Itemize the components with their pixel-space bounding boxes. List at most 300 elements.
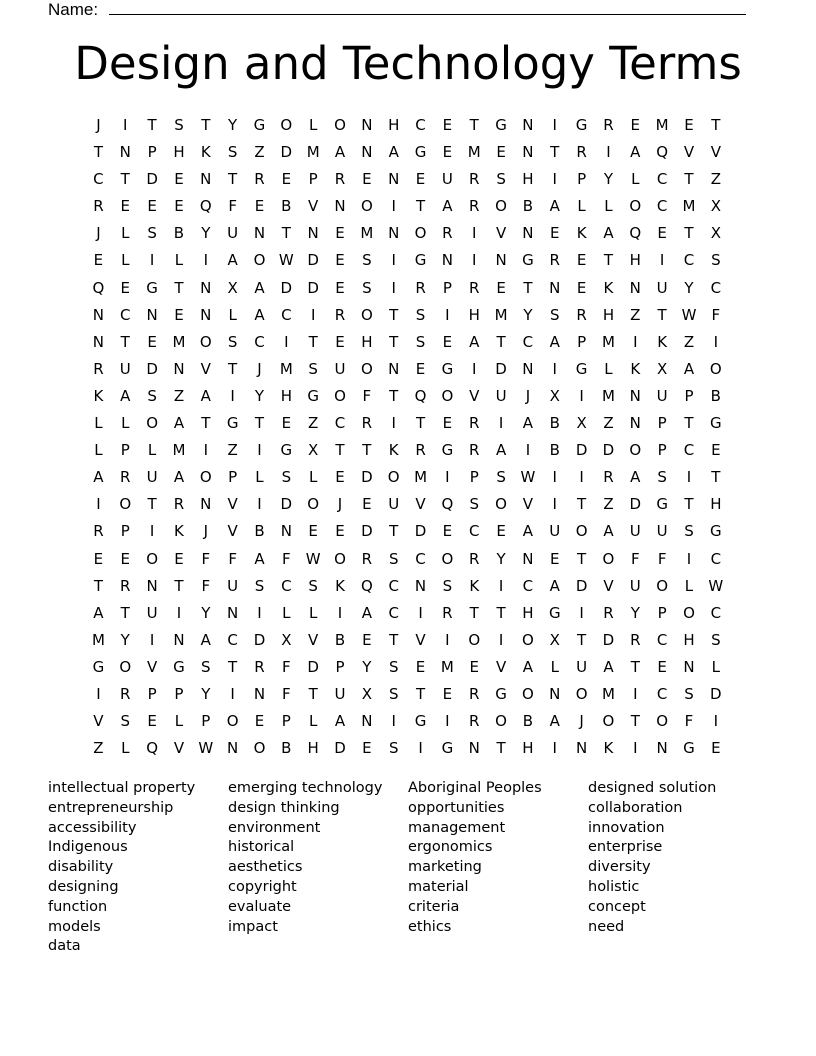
grid-letter: V bbox=[710, 143, 721, 162]
grid-letter: A bbox=[254, 305, 265, 324]
grid-letter: R bbox=[469, 414, 480, 433]
grid-letter: G bbox=[253, 116, 266, 134]
word-list-item: design thinking bbox=[228, 799, 340, 816]
grid-letter: O bbox=[307, 495, 320, 514]
grid-letter: B bbox=[522, 197, 534, 216]
grid-letter: Y bbox=[630, 603, 640, 622]
grid-letter: X bbox=[549, 386, 560, 405]
grid-letter: Z bbox=[710, 170, 721, 189]
grid-letter: M bbox=[172, 441, 186, 460]
grid-letter: K bbox=[576, 224, 587, 243]
grid-letter: O bbox=[495, 712, 507, 731]
grid-letter: R bbox=[469, 197, 480, 216]
grid-letter: E bbox=[147, 712, 157, 731]
grid-letter: I bbox=[552, 170, 557, 189]
grid-letter: N bbox=[388, 224, 400, 243]
grid-letter: C bbox=[468, 522, 480, 541]
grid-letter: A bbox=[522, 657, 534, 676]
grid-letter: G bbox=[441, 739, 454, 758]
grid-letter: V bbox=[308, 197, 319, 216]
grid-letter: C bbox=[522, 332, 534, 351]
grid-letter: E bbox=[576, 251, 587, 270]
grid-letter: V bbox=[227, 522, 238, 541]
grid-letter: E bbox=[254, 712, 265, 731]
grid-letter: T bbox=[308, 332, 318, 351]
grid-letter: U bbox=[227, 224, 239, 243]
grid-letter: M bbox=[172, 332, 186, 351]
grid-letter: R bbox=[603, 116, 614, 134]
grid-letter: L bbox=[147, 441, 157, 460]
grid-letter: T bbox=[684, 224, 694, 243]
grid-letter: I bbox=[337, 603, 343, 622]
grid-letter: Z bbox=[683, 332, 695, 351]
grid-letter: O bbox=[575, 522, 588, 541]
grid-letter: N bbox=[146, 576, 158, 595]
grid-letter: P bbox=[308, 170, 318, 189]
grid-letter: K bbox=[603, 278, 614, 297]
grid-letter: O bbox=[226, 712, 239, 731]
grid-letter: I bbox=[498, 576, 504, 595]
grid-letter: A bbox=[388, 143, 399, 162]
grid-letter: K bbox=[630, 359, 641, 378]
word-list-item: concept bbox=[588, 898, 646, 915]
grid-letter: E bbox=[147, 197, 157, 216]
grid-letter: T bbox=[389, 630, 399, 649]
grid-letter: N bbox=[200, 278, 212, 297]
name-underline bbox=[109, 0, 746, 15]
grid-letter: R bbox=[334, 305, 346, 324]
grid-letter: N bbox=[253, 684, 266, 703]
grid-letter: W bbox=[198, 739, 214, 758]
word-list-item: designing bbox=[48, 878, 119, 895]
grid-letter: E bbox=[469, 657, 479, 676]
grid-letter: T bbox=[657, 305, 667, 324]
word-list-item: entrepreneurship bbox=[48, 799, 174, 816]
grid-letter: I bbox=[203, 251, 209, 270]
grid-letter: M bbox=[360, 224, 374, 243]
grid-letter: D bbox=[280, 143, 293, 162]
grid-letter: C bbox=[281, 576, 292, 595]
grid-letter: U bbox=[656, 386, 668, 405]
grid-letter: N bbox=[92, 305, 105, 324]
grid-letter: B bbox=[254, 522, 265, 541]
grid-letter: E bbox=[362, 739, 372, 758]
grid-letter: T bbox=[415, 197, 426, 216]
grid-letter: O bbox=[199, 332, 212, 351]
grid-letter: I bbox=[203, 441, 209, 460]
grid-letter: U bbox=[495, 386, 507, 405]
grid-letter: A bbox=[683, 359, 695, 378]
grid-letter: E bbox=[308, 522, 318, 541]
grid-letter: N bbox=[119, 143, 131, 162]
grid-letter: T bbox=[228, 359, 238, 378]
grid-letter: I bbox=[579, 603, 584, 622]
grid-letter: I bbox=[176, 603, 182, 622]
grid-letter: T bbox=[711, 468, 721, 487]
grid-letter: L bbox=[174, 251, 184, 270]
name-field bbox=[48, 0, 746, 20]
grid-letter: L bbox=[255, 468, 264, 487]
grid-letter: E bbox=[442, 143, 453, 162]
grid-letter: T bbox=[281, 224, 291, 243]
grid-letter: Y bbox=[496, 549, 506, 568]
word-list bbox=[48, 779, 768, 957]
grid-letter: N bbox=[280, 522, 292, 541]
grid-letter: R bbox=[630, 630, 641, 649]
grid-letter: L bbox=[308, 712, 318, 731]
grid-letter: R bbox=[254, 170, 265, 189]
grid-letter: O bbox=[495, 197, 507, 216]
grid-letter: G bbox=[710, 522, 722, 541]
grid-letter: E bbox=[496, 522, 506, 541]
grid-letter: H bbox=[710, 495, 722, 514]
grid-letter: D bbox=[575, 441, 588, 460]
grid-letter: E bbox=[120, 278, 130, 297]
grid-letter: E bbox=[496, 143, 506, 162]
grid-letter: I bbox=[149, 251, 155, 270]
grid-letter: G bbox=[414, 251, 427, 270]
grid-letter: I bbox=[552, 359, 557, 378]
grid-letter: O bbox=[199, 468, 212, 487]
grid-letter: Y bbox=[523, 305, 533, 324]
word-list-item: impact bbox=[228, 918, 278, 935]
word-list-item: copyright bbox=[228, 878, 297, 895]
grid-letter: Q bbox=[629, 224, 642, 243]
grid-letter: D bbox=[334, 739, 346, 758]
word-list-item: ergonomics bbox=[408, 839, 493, 856]
grid-letter: N bbox=[522, 116, 534, 134]
grid-letter: I bbox=[552, 495, 557, 514]
grid-letter: R bbox=[415, 278, 426, 297]
grid-letter: O bbox=[441, 549, 454, 568]
word-list-item: need bbox=[588, 918, 625, 935]
grid-letter: R bbox=[549, 251, 560, 270]
grid-letter: X bbox=[549, 630, 560, 649]
grid-letter: I bbox=[713, 332, 719, 351]
grid-letter: C bbox=[656, 684, 668, 703]
grid-letter: I bbox=[552, 116, 557, 134]
grid-letter: E bbox=[174, 170, 184, 189]
grid-letter: S bbox=[442, 576, 453, 595]
grid-letter: L bbox=[631, 170, 640, 189]
grid-letter: T bbox=[496, 603, 506, 622]
grid-letter: L bbox=[121, 251, 130, 270]
grid-letter: F bbox=[201, 549, 211, 568]
grid-letter: B bbox=[522, 712, 534, 731]
grid-letter: N bbox=[200, 495, 212, 514]
grid-letter: O bbox=[253, 251, 266, 270]
grid-letter: E bbox=[711, 739, 721, 758]
grid-letter: X bbox=[281, 630, 292, 649]
word-list-item: accessibility bbox=[48, 819, 137, 836]
grid-letter: T bbox=[415, 684, 426, 703]
word-list-item: opportunities bbox=[408, 799, 505, 816]
grid-letter: S bbox=[147, 224, 157, 243]
grid-letter: E bbox=[442, 684, 453, 703]
word-column bbox=[588, 779, 768, 957]
word-list-item: material bbox=[408, 878, 469, 895]
grid-letter: T bbox=[711, 116, 721, 134]
grid-letter: I bbox=[472, 251, 477, 270]
grid-letter: N bbox=[522, 224, 534, 243]
grid-letter: Z bbox=[308, 414, 319, 433]
grid-letter: P bbox=[281, 712, 291, 731]
grid-letter: A bbox=[630, 468, 641, 487]
grid-letter: U bbox=[629, 522, 641, 541]
grid-letter: M bbox=[306, 143, 320, 162]
grid-letter: U bbox=[656, 522, 668, 541]
grid-letter: G bbox=[710, 414, 722, 433]
grid-letter: I bbox=[149, 522, 155, 541]
grid-letter: R bbox=[93, 359, 104, 378]
grid-letter: K bbox=[657, 332, 668, 351]
grid-letter: I bbox=[257, 441, 262, 460]
grid-letter: M bbox=[91, 630, 105, 649]
grid-letter: G bbox=[307, 386, 319, 405]
grid-letter: U bbox=[441, 170, 453, 189]
grid-letter: T bbox=[469, 116, 479, 134]
grid-letter: F bbox=[282, 684, 291, 703]
grid-letter: T bbox=[496, 739, 506, 758]
grid-letter: U bbox=[629, 576, 641, 595]
grid-letter: I bbox=[686, 549, 692, 568]
grid-letter: O bbox=[146, 549, 159, 568]
grid-letter: S bbox=[657, 468, 667, 487]
grid-letter: S bbox=[362, 251, 372, 270]
grid-letter: K bbox=[388, 441, 399, 460]
grid-letter: I bbox=[391, 278, 396, 297]
grid-letter: X bbox=[361, 684, 372, 703]
grid-letter: O bbox=[334, 386, 346, 405]
grid-letter: Y bbox=[201, 603, 211, 622]
grid-letter: K bbox=[93, 386, 104, 405]
grid-letter: O bbox=[360, 305, 373, 324]
grid-letter: R bbox=[603, 603, 614, 622]
word-list-item: criteria bbox=[408, 898, 460, 915]
grid-letter: U bbox=[388, 495, 400, 514]
grid-letter: D bbox=[602, 630, 615, 649]
grid-letter: S bbox=[281, 468, 292, 487]
letter-grid bbox=[85, 112, 729, 762]
grid-letter: E bbox=[684, 116, 694, 134]
grid-letter: I bbox=[552, 739, 557, 758]
grid-letter: B bbox=[549, 414, 560, 433]
grid-letter: A bbox=[549, 332, 560, 351]
grid-letter: E bbox=[335, 251, 345, 270]
grid-letter: S bbox=[388, 549, 399, 568]
grid-letter: L bbox=[121, 224, 130, 243]
grid-letter: C bbox=[710, 278, 722, 297]
grid-letter: S bbox=[711, 630, 721, 649]
grid-letter: C bbox=[281, 305, 292, 324]
grid-letter: R bbox=[334, 170, 346, 189]
grid-letter: T bbox=[389, 386, 399, 405]
grid-letter: Y bbox=[201, 684, 211, 703]
grid-letter: E bbox=[174, 305, 184, 324]
grid-letter: L bbox=[94, 414, 103, 433]
grid-letter: A bbox=[173, 468, 185, 487]
grid-letter: G bbox=[575, 116, 588, 134]
grid-letter: E bbox=[254, 197, 265, 216]
grid-letter: V bbox=[469, 386, 480, 405]
grid-letter: R bbox=[442, 224, 453, 243]
grid-letter: I bbox=[96, 495, 101, 514]
grid-letter: E bbox=[174, 549, 184, 568]
grid-letter: B bbox=[173, 224, 185, 243]
grid-letter: I bbox=[230, 386, 235, 405]
word-list-item: models bbox=[48, 918, 101, 935]
grid-letter: R bbox=[361, 549, 373, 568]
grid-letter: R bbox=[603, 468, 614, 487]
grid-letter: D bbox=[495, 359, 507, 378]
grid-letter: R bbox=[415, 441, 426, 460]
grid-letter: E bbox=[362, 495, 372, 514]
grid-letter: E bbox=[496, 278, 506, 297]
grid-letter: I bbox=[445, 305, 450, 324]
grid-letter: M bbox=[601, 684, 615, 703]
grid-letter: R bbox=[469, 441, 480, 460]
grid-letter: I bbox=[284, 332, 289, 351]
grid-letter: U bbox=[334, 684, 346, 703]
grid-letter: N bbox=[522, 359, 534, 378]
grid-letter: Y bbox=[201, 224, 211, 243]
grid-letter: I bbox=[445, 468, 450, 487]
grid-letter: P bbox=[577, 170, 587, 189]
grid-letter: F bbox=[282, 657, 291, 676]
grid-letter: T bbox=[93, 576, 103, 595]
grid-letter: O bbox=[575, 684, 588, 703]
grid-letter: T bbox=[469, 603, 479, 622]
grid-letter: T bbox=[120, 332, 130, 351]
grid-letter: T bbox=[120, 170, 130, 189]
grid-letter: R bbox=[361, 414, 373, 433]
grid-letter: D bbox=[307, 278, 319, 297]
page-title: Design and Technology Terms bbox=[74, 37, 742, 90]
grid-letter: L bbox=[711, 657, 720, 676]
grid-letter: K bbox=[469, 576, 480, 595]
grid-letter: Q bbox=[199, 197, 212, 216]
grid-letter: S bbox=[120, 712, 131, 731]
grid-letter: S bbox=[550, 305, 560, 324]
grid-letter: M bbox=[279, 359, 293, 378]
grid-letter: G bbox=[414, 712, 427, 731]
grid-letter: J bbox=[96, 116, 101, 134]
grid-letter: O bbox=[119, 657, 132, 676]
grid-letter: R bbox=[120, 684, 131, 703]
grid-letter: B bbox=[710, 386, 721, 405]
grid-letter: B bbox=[281, 197, 292, 216]
grid-letter: E bbox=[415, 657, 426, 676]
grid-letter: Z bbox=[173, 386, 185, 405]
grid-letter: I bbox=[633, 684, 638, 703]
grid-letter: O bbox=[146, 414, 159, 433]
grid-letter: E bbox=[281, 170, 292, 189]
grid-letter: F bbox=[228, 549, 237, 568]
grid-letter: I bbox=[123, 116, 128, 134]
grid-letter: T bbox=[577, 495, 587, 514]
grid-letter: U bbox=[146, 603, 158, 622]
grid-letter: L bbox=[308, 468, 318, 487]
grid-letter: P bbox=[657, 441, 667, 460]
grid-letter: F bbox=[201, 576, 211, 595]
grid-letter: O bbox=[360, 197, 373, 216]
grid-letter: H bbox=[522, 170, 534, 189]
grid-letter: C bbox=[334, 414, 346, 433]
grid-letter: I bbox=[418, 739, 423, 758]
grid-letter: F bbox=[228, 197, 237, 216]
grid-letter: T bbox=[174, 576, 184, 595]
grid-letter: L bbox=[94, 441, 103, 460]
grid-letter: N bbox=[388, 170, 400, 189]
grid-letter: R bbox=[173, 495, 185, 514]
grid-letter: W bbox=[278, 251, 294, 270]
grid-letter: V bbox=[415, 630, 426, 649]
word-list-item: ethics bbox=[408, 918, 452, 935]
grid-letter: I bbox=[579, 468, 584, 487]
grid-letter: T bbox=[603, 251, 614, 270]
grid-letter: F bbox=[630, 549, 640, 568]
grid-letter: C bbox=[656, 170, 668, 189]
grid-letter: M bbox=[682, 197, 696, 216]
grid-letter: E bbox=[93, 251, 104, 270]
grid-letter: U bbox=[227, 576, 239, 595]
grid-letter: V bbox=[308, 630, 319, 649]
grid-letter: P bbox=[469, 468, 479, 487]
grid-letter: V bbox=[93, 712, 104, 731]
grid-letter: N bbox=[92, 332, 105, 351]
grid-letter: G bbox=[683, 739, 695, 758]
grid-letter: E bbox=[362, 630, 372, 649]
grid-letter: G bbox=[495, 684, 507, 703]
grid-letter: P bbox=[577, 332, 587, 351]
grid-letter: H bbox=[307, 739, 319, 758]
grid-letter: H bbox=[522, 603, 534, 622]
grid-letter: E bbox=[657, 657, 667, 676]
grid-letter: E bbox=[147, 332, 157, 351]
grid-letter: I bbox=[633, 332, 638, 351]
grid-letter: A bbox=[173, 414, 185, 433]
grid-letter: I bbox=[633, 739, 638, 758]
grid-letter: C bbox=[522, 576, 534, 595]
grid-letter: M bbox=[601, 332, 615, 351]
grid-letter: X bbox=[710, 224, 721, 243]
grid-letter: E bbox=[630, 116, 641, 134]
grid-letter: T bbox=[308, 684, 318, 703]
grid-letter: K bbox=[200, 143, 211, 162]
grid-letter: J bbox=[525, 386, 531, 405]
grid-letter: R bbox=[93, 197, 104, 216]
grid-letter: T bbox=[577, 630, 587, 649]
word-list-item: environment bbox=[228, 819, 321, 836]
grid-letter: P bbox=[120, 522, 130, 541]
grid-letter: T bbox=[630, 712, 640, 731]
grid-letter: T bbox=[389, 332, 399, 351]
grid-letter: Q bbox=[360, 576, 373, 595]
grid-letter: T bbox=[228, 657, 238, 676]
grid-letter: T bbox=[389, 305, 399, 324]
grid-letter: N bbox=[522, 549, 534, 568]
grid-letter: C bbox=[415, 116, 426, 134]
grid-letter: N bbox=[146, 305, 158, 324]
grid-letter: O bbox=[441, 386, 454, 405]
grid-letter: N bbox=[334, 197, 346, 216]
grid-letter: O bbox=[656, 712, 669, 731]
grid-letter: A bbox=[93, 468, 104, 487]
word-list-item: historical bbox=[228, 839, 295, 856]
grid-letter: Q bbox=[441, 495, 454, 514]
grid-letter: X bbox=[657, 359, 668, 378]
grid-letter: M bbox=[601, 386, 615, 405]
